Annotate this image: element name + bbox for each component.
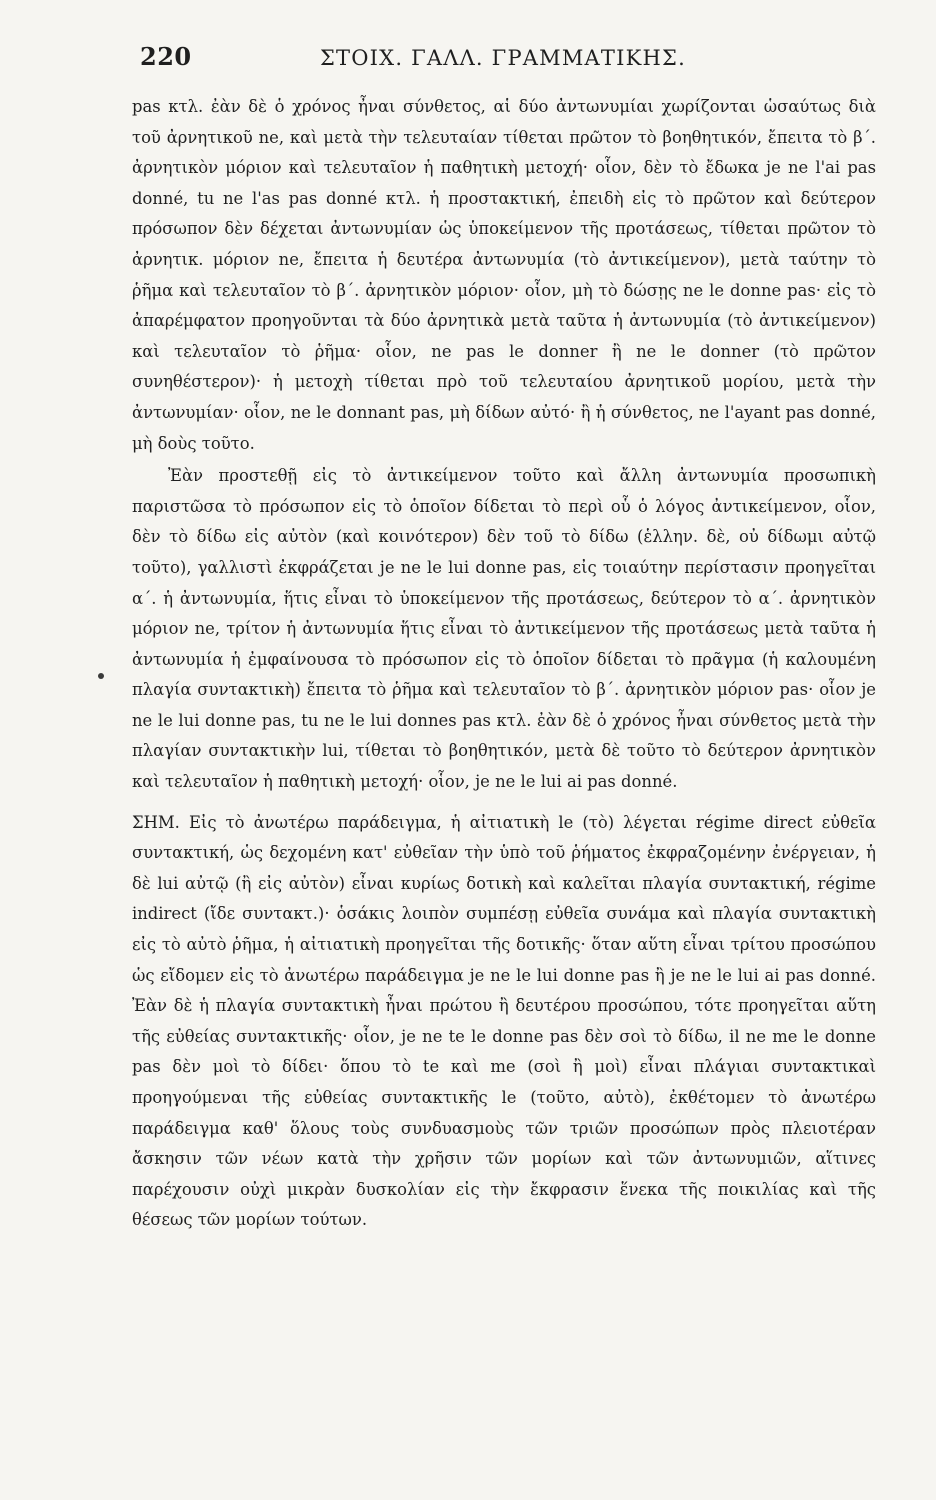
page-header: [140, 42, 880, 82]
note-paragraph: ΣΗΜ. Εἰς τὸ ἀνωτέρω παράδειγμα, ἡ αἰτιατικὴ le (τὸ) λέγεται régime direct εὐθεῖα συντακτική, ὡς δεχομένη κατ' εὐθεῖαν τὴν ὑπὸ τοῦ ῥήματος ἐκφραζομένην ἐνέργειαν, ἡ δὲ lui αὐτῷ (ἢ εἰς αὐτὸν) εἶναι κυρίως δοτικὴ καὶ καλεῖται πλαγία συντακτική, régime indirect (ἴδε συντακτ.)· ὁσάκις λοιπὸν συμπέσῃ εὐθεῖα συνάμα καὶ πλαγία συντακτικὴ εἰς τὸ αὐτὸ ῥῆμα, ἡ αἰτιατικὴ προηγεῖται τῆς δοτικῆς· ὅταν αὕτη εἶναι τρίτου προσώπου ὡς εἴδομεν εἰς τὸ ἀνωτέρω παράδειγμα je ne le lui donne pas ἢ je ne le lui ai pas donné. Ἐὰν δὲ ἡ πλαγία συντακτικὴ ἦναι πρώτου ἢ δευτέρου προσώπου, τότε προηγεῖται αὕτη τῆς εὐθείας συντακτικῆς· οἷον, je ne te le donne pas δὲν σοὶ τὸ δίδω, il ne me le donne pas δὲν μοὶ τὸ δίδει· ὅπου τὸ te καὶ me (σοὶ ἢ μοὶ) εἶναι πλάγιαι συντακτικαὶ προηγούμεναι τῆς εὐθείας συντακτικῆς le (τοῦτο, αὐτὸ), ἐκθέτομεν τὸ ἀνωτέρω παράδειγμα καθ' ὅλους τοὺς συνδυασμοὺς τῶν τριῶν προσώπων πρὸς πλειοτέραν ἄσκησιν τῶν νέων κατὰ τὴν χρῆσιν τῶν μορίων καὶ τῶν ἀντωνυμιῶν, αἵτινες παρέχουσιν οὐχὶ μικρὰν δυσκολίαν εἰς τὴν ἔκφρασιν ἕνεκα τῆς ποικιλίας καὶ τῆς θέσεως τῶν μορίων τούτων.: [132, 812, 876, 1230]
page-number: 220: [140, 42, 192, 71]
paragraph: Ἐὰν προστεθῇ εἰς τὸ ἀντικείμενον τοῦτο καὶ ἄλλη ἀντωνυμία προσωπικὴ παριστῶσα τὸ πρόσωπον εἰς τὸ ὁποῖον δίδεται τὸ περὶ οὗ ὁ λόγος ἀντικείμενον, οἷον, δὲν τὸ δίδω εἰς αὐτὸν (καὶ κοινότερον) δὲν τοῦ τὸ δίδω (ἑλλην. δὲ, οὐ δίδωμι αὐτῷ τοῦτο), γαλλιστὶ ἐκφράζεται je ne le lui donne pas, εἰς τοιαύτην περίστασιν προηγεῖται α΄. ἡ ἀντωνυμία, ἥτις εἶναι τὸ ὑποκείμενον τῆς προτάσεως, δεύτερον τὸ α΄. ἀρνητικὸν μόριον ne, τρίτον ἡ ἀντωνυμία ἥτις εἶναι τὸ ἀντικείμενον τῆς προτάσεως μετὰ ταῦτα ἡ ἀντωνυμία ἡ ἐμφαίνουσα τὸ πρόσωπον εἰς τὸ ὁποῖον δίδεται τὸ πρᾶγμα (ἡ καλουμένη πλαγία συντακτικὴ) ἔπειτα τὸ ῥῆμα καὶ τελευταῖον τὸ β΄. ἀρνητικὸν μόριον pas· οἷον je ne le lui donne pas, tu ne le lui donnes pas κτλ. ἐὰν δὲ ὁ χρόνος ἦναι σύνθετος μετὰ τὴν πλαγίαν συντακτικὴν lui, τίθεται τὸ βοηθητικόν, μετὰ δὲ τοῦτο τὸ δεύτερον ἀρνητικὸν καὶ τελευταῖον ἡ παθητικὴ μετοχή· οἷον, je ne le lui ai pas donné.: [132, 466, 876, 792]
margin-mark: [98, 673, 104, 679]
running-title: ΣΤΟΙΧ. ΓΑΛΛ. ΓΡΑΜΜΑΤΙΚΗΣ.: [320, 46, 686, 70]
body-text: [132, 92, 876, 1236]
paragraph: pas κτλ. ἐὰν δὲ ὁ χρόνος ἦναι σύνθετος, αἱ δύο ἀντωνυμίαι χωρίζονται ὡσαύτως διὰ τοῦ ἀρνητικοῦ ne, καὶ μετὰ τὴν τελευταίαν τίθεται πρῶτον τὸ βοηθητικόν, ἔπειτα τὸ β΄. ἀρνητικὸν μόριον καὶ τελευταῖον ἡ παθητικὴ μετοχή· οἷον, δὲν τὸ ἔδωκα je ne l'ai pas donné, tu ne l'as pas donné κτλ. ἡ προστακτική, ἐπειδὴ εἰς τὸ πρῶτον καὶ δεύτερον πρόσωπον δὲν δέχεται ἀντωνυμίαν ὡς ὑποκείμενον τῆς προτάσεως, τίθεται πρῶτον τὸ ἀρνητικ. μόριον ne, ἔπειτα ἡ δευτέρα ἀντωνυμία (τὸ ἀντικείμενον), μετὰ ταύτην τὸ ῥῆμα καὶ τελευταῖον τὸ β΄. ἀρνητικὸν μόριον· οἷον, μὴ τὸ δώσῃς ne le donne pas· εἰς τὸ ἀπαρέμφατον προηγοῦνται τὰ δύο ἀρνητικὰ μετὰ ταῦτα ἡ ἀντωνυμία (τὸ ἀντικείμενον) καὶ τελευταῖον τὸ ῥῆμα· οἷον, ne pas le donner ἢ ne le donner (τὸ πρῶτον συνηθέστερον)· ἡ μετοχὴ τίθεται πρὸ τοῦ τελευταίου ἀρνητικοῦ μορίου, μετὰ τὴν ἀντωνυμίαν· οἷον, ne le donnant pas, μὴ δίδων αὐτό· ἢ ἡ σύνθετος, ne l'ayant pas donné, μὴ δοὺς τοῦτο.: [132, 97, 876, 453]
